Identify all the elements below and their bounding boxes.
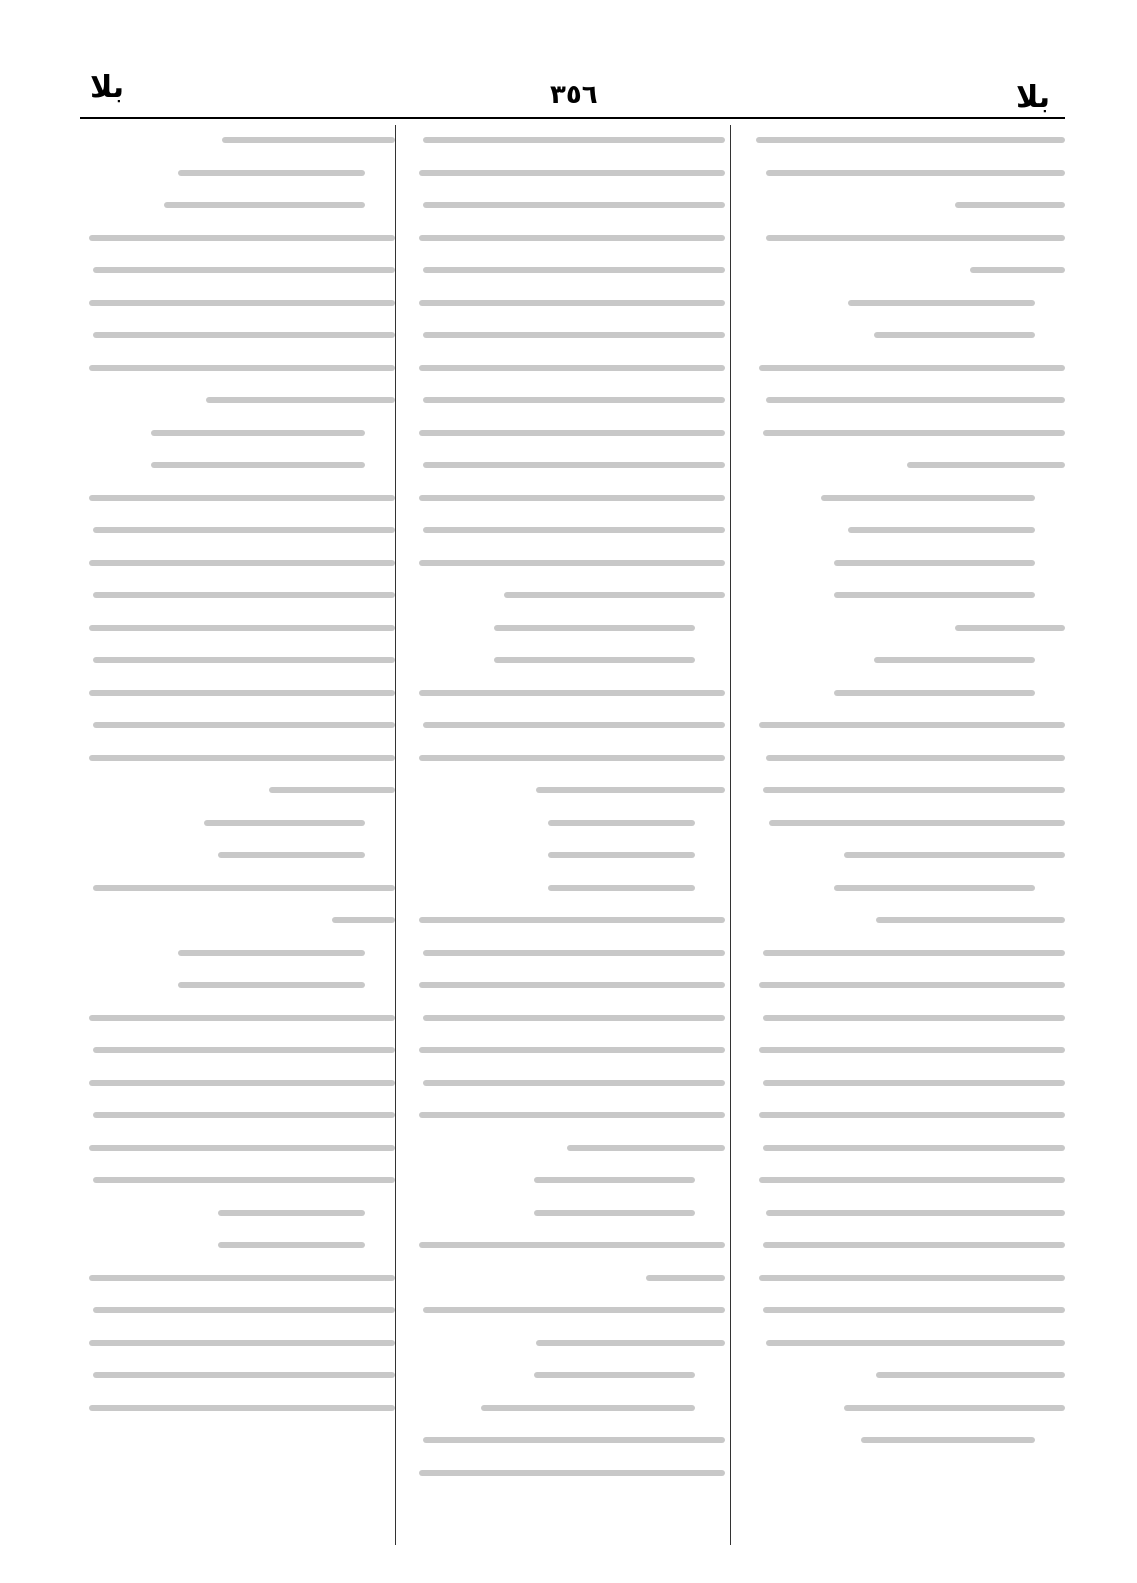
- text-line: [410, 1263, 725, 1293]
- column-divider: [395, 125, 396, 1545]
- text-placeholder: [494, 657, 695, 663]
- text-placeholder: [93, 1177, 395, 1183]
- text-placeholder: [89, 560, 395, 566]
- text-placeholder: [834, 560, 1035, 566]
- text-placeholder: [423, 1080, 725, 1086]
- text-placeholder: [766, 397, 1065, 403]
- text-line: [410, 678, 725, 708]
- text-placeholder: [222, 137, 395, 143]
- text-line: [80, 1328, 395, 1358]
- text-line: [750, 190, 1065, 220]
- text-placeholder: [423, 397, 725, 403]
- text-placeholder: [89, 1340, 395, 1346]
- text-placeholder: [93, 1112, 395, 1118]
- verse-line: [410, 1198, 725, 1228]
- text-line: [410, 515, 725, 545]
- text-line: [750, 905, 1065, 935]
- text-line: [80, 483, 395, 513]
- text-line: [80, 353, 395, 383]
- text-line: [750, 1360, 1065, 1390]
- column-middle: [410, 125, 725, 1545]
- text-placeholder: [759, 1112, 1065, 1118]
- text-placeholder: [93, 527, 395, 533]
- verse-line: [410, 1360, 725, 1390]
- page-number: ٣٥٦: [550, 80, 598, 110]
- text-placeholder: [759, 982, 1065, 988]
- text-line: [80, 288, 395, 318]
- text-placeholder: [481, 1405, 695, 1411]
- text-placeholder: [419, 755, 725, 761]
- text-line: [750, 1393, 1065, 1423]
- text-placeholder: [93, 267, 395, 273]
- text-line: [410, 1003, 725, 1033]
- verse-line: [750, 515, 1065, 545]
- text-line: [80, 1035, 395, 1065]
- text-placeholder: [763, 1307, 1065, 1313]
- text-placeholder: [548, 852, 695, 858]
- text-placeholder: [534, 1210, 695, 1216]
- text-placeholder: [89, 365, 395, 371]
- text-placeholder: [93, 657, 395, 663]
- text-line: [750, 743, 1065, 773]
- text-line: [410, 1425, 725, 1455]
- verse-line: [80, 450, 395, 480]
- text-placeholder: [423, 1437, 725, 1443]
- text-placeholder: [769, 820, 1065, 826]
- text-placeholder: [419, 1047, 725, 1053]
- text-placeholder: [876, 917, 1065, 923]
- verse-line: [80, 1230, 395, 1260]
- text-placeholder: [534, 1372, 695, 1378]
- text-placeholder: [848, 300, 1035, 306]
- text-line: [750, 938, 1065, 968]
- text-placeholder: [534, 1177, 695, 1183]
- text-placeholder: [766, 170, 1065, 176]
- text-line: [750, 1003, 1065, 1033]
- text-placeholder: [89, 755, 395, 761]
- text-line: [750, 158, 1065, 188]
- text-line: [750, 970, 1065, 1000]
- text-line: [410, 418, 725, 448]
- text-line: [80, 255, 395, 285]
- text-line: [80, 385, 395, 415]
- text-placeholder: [844, 852, 1065, 858]
- text-placeholder: [419, 365, 725, 371]
- text-placeholder: [848, 527, 1035, 533]
- text-placeholder: [536, 787, 725, 793]
- text-placeholder: [93, 332, 395, 338]
- text-placeholder: [89, 1015, 395, 1021]
- text-placeholder: [874, 657, 1035, 663]
- text-placeholder: [419, 170, 725, 176]
- header-word-left: بلا: [90, 70, 125, 105]
- text-line: [750, 710, 1065, 740]
- text-placeholder: [419, 1112, 725, 1118]
- text-placeholder: [419, 495, 725, 501]
- text-placeholder: [763, 1145, 1065, 1151]
- text-placeholder: [759, 1275, 1065, 1281]
- verse-line: [750, 320, 1065, 350]
- text-placeholder: [423, 1015, 725, 1021]
- verse-line: [80, 1198, 395, 1228]
- text-placeholder: [766, 235, 1065, 241]
- text-line: [410, 320, 725, 350]
- text-line: [80, 1360, 395, 1390]
- text-line: [80, 320, 395, 350]
- text-line: [80, 1295, 395, 1325]
- text-line: [410, 905, 725, 935]
- text-placeholder: [763, 1080, 1065, 1086]
- text-line: [410, 255, 725, 285]
- verse-line: [750, 548, 1065, 578]
- verse-line: [80, 808, 395, 838]
- text-line: [80, 1263, 395, 1293]
- text-line: [80, 125, 395, 155]
- verse-line: [410, 808, 725, 838]
- text-line: [80, 1393, 395, 1423]
- text-line: [410, 483, 725, 513]
- text-line: [80, 1003, 395, 1033]
- text-placeholder: [763, 787, 1065, 793]
- text-line: [750, 1100, 1065, 1130]
- text-placeholder: [567, 1145, 725, 1151]
- text-line: [80, 743, 395, 773]
- text-placeholder: [151, 462, 365, 468]
- text-line: [80, 580, 395, 610]
- text-line: [410, 1458, 725, 1488]
- text-line: [80, 1133, 395, 1163]
- text-line: [80, 515, 395, 545]
- text-placeholder: [423, 722, 725, 728]
- text-placeholder: [89, 495, 395, 501]
- text-placeholder: [332, 917, 395, 923]
- text-line: [750, 1165, 1065, 1195]
- text-placeholder: [766, 1340, 1065, 1346]
- text-line: [410, 1328, 725, 1358]
- text-line: [410, 1100, 725, 1130]
- text-placeholder: [763, 1242, 1065, 1248]
- text-line: [410, 710, 725, 740]
- text-placeholder: [494, 625, 695, 631]
- text-line: [80, 1100, 395, 1130]
- text-line: [80, 710, 395, 740]
- text-placeholder: [759, 1047, 1065, 1053]
- text-placeholder: [834, 690, 1035, 696]
- text-placeholder: [93, 1047, 395, 1053]
- text-line: [410, 743, 725, 773]
- text-placeholder: [93, 722, 395, 728]
- text-line: [410, 775, 725, 805]
- verse-line: [410, 1393, 725, 1423]
- header-rule: [80, 117, 1065, 119]
- text-placeholder: [423, 332, 725, 338]
- verse-line: [750, 645, 1065, 675]
- text-line: [410, 1295, 725, 1325]
- verse-line: [410, 613, 725, 643]
- text-line: [750, 1295, 1065, 1325]
- text-line: [750, 1068, 1065, 1098]
- text-placeholder: [834, 592, 1035, 598]
- text-placeholder: [423, 137, 725, 143]
- text-placeholder: [204, 820, 365, 826]
- text-placeholder: [907, 462, 1065, 468]
- column-divider: [730, 125, 731, 1545]
- text-placeholder: [419, 690, 725, 696]
- text-placeholder: [419, 235, 725, 241]
- text-placeholder: [423, 267, 725, 273]
- verse-line: [410, 1165, 725, 1195]
- text-line: [80, 223, 395, 253]
- text-line: [750, 1263, 1065, 1293]
- text-placeholder: [759, 722, 1065, 728]
- text-placeholder: [419, 917, 725, 923]
- text-line: [410, 223, 725, 253]
- text-placeholder: [89, 1080, 395, 1086]
- text-line: [80, 873, 395, 903]
- text-line: [410, 580, 725, 610]
- text-line: [410, 450, 725, 480]
- text-line: [750, 255, 1065, 285]
- text-placeholder: [419, 560, 725, 566]
- text-placeholder: [89, 1405, 395, 1411]
- text-placeholder: [151, 430, 365, 436]
- text-line: [750, 1035, 1065, 1065]
- verse-line: [80, 190, 395, 220]
- page-header: [80, 60, 1070, 120]
- verse-line: [410, 873, 725, 903]
- verse-line: [80, 840, 395, 870]
- text-placeholder: [93, 885, 395, 891]
- text-placeholder: [536, 1340, 725, 1346]
- text-line: [80, 678, 395, 708]
- text-placeholder: [89, 1275, 395, 1281]
- text-line: [80, 1068, 395, 1098]
- text-line: [80, 775, 395, 805]
- verse-line: [80, 158, 395, 188]
- text-line: [410, 125, 725, 155]
- text-line: [410, 970, 725, 1000]
- text-line: [750, 1328, 1065, 1358]
- text-placeholder: [646, 1275, 725, 1281]
- text-line: [410, 385, 725, 415]
- text-line: [750, 840, 1065, 870]
- text-line: [410, 1068, 725, 1098]
- text-line: [750, 125, 1065, 155]
- text-line: [410, 1133, 725, 1163]
- text-line: [410, 288, 725, 318]
- text-placeholder: [423, 527, 725, 533]
- text-placeholder: [955, 625, 1065, 631]
- text-placeholder: [874, 332, 1035, 338]
- text-placeholder: [93, 1307, 395, 1313]
- text-line: [750, 223, 1065, 253]
- text-line: [410, 938, 725, 968]
- text-placeholder: [548, 820, 695, 826]
- text-placeholder: [164, 202, 365, 208]
- text-placeholder: [218, 852, 365, 858]
- text-line: [410, 158, 725, 188]
- text-placeholder: [93, 592, 395, 598]
- text-line: [80, 905, 395, 935]
- text-line: [80, 1165, 395, 1195]
- text-placeholder: [178, 170, 365, 176]
- text-placeholder: [419, 1470, 725, 1476]
- text-placeholder: [178, 950, 365, 956]
- text-placeholder: [423, 462, 725, 468]
- text-line: [750, 353, 1065, 383]
- text-placeholder: [955, 202, 1065, 208]
- text-placeholder: [419, 430, 725, 436]
- text-placeholder: [763, 1015, 1065, 1021]
- text-line: [410, 1035, 725, 1065]
- text-placeholder: [766, 755, 1065, 761]
- text-placeholder: [821, 495, 1035, 501]
- text-placeholder: [763, 950, 1065, 956]
- text-line: [410, 190, 725, 220]
- verse-line: [750, 483, 1065, 513]
- text-placeholder: [766, 1210, 1065, 1216]
- text-placeholder: [970, 267, 1065, 273]
- text-placeholder: [763, 430, 1065, 436]
- text-placeholder: [89, 1145, 395, 1151]
- verse-line: [80, 938, 395, 968]
- column-right: [750, 125, 1065, 1545]
- text-line: [80, 613, 395, 643]
- text-placeholder: [759, 365, 1065, 371]
- column-left: [80, 125, 395, 1545]
- verse-line: [750, 678, 1065, 708]
- text-placeholder: [423, 202, 725, 208]
- text-placeholder: [423, 950, 725, 956]
- text-line: [750, 775, 1065, 805]
- verse-line: [750, 288, 1065, 318]
- text-placeholder: [89, 300, 395, 306]
- text-line: [750, 808, 1065, 838]
- text-placeholder: [89, 235, 395, 241]
- verse-line: [410, 645, 725, 675]
- text-line: [80, 548, 395, 578]
- text-placeholder: [756, 137, 1065, 143]
- text-placeholder: [861, 1437, 1035, 1443]
- text-line: [750, 1230, 1065, 1260]
- text-placeholder: [419, 300, 725, 306]
- text-line: [750, 418, 1065, 448]
- text-placeholder: [218, 1210, 365, 1216]
- verse-line: [750, 873, 1065, 903]
- header-word-right: بلا: [1015, 80, 1050, 115]
- text-placeholder: [206, 397, 395, 403]
- text-placeholder: [218, 1242, 365, 1248]
- text-placeholder: [759, 1177, 1065, 1183]
- verse-line: [80, 418, 395, 448]
- text-line: [410, 1230, 725, 1260]
- verse-line: [410, 840, 725, 870]
- text-line: [750, 1133, 1065, 1163]
- text-placeholder: [876, 1372, 1065, 1378]
- text-line: [410, 353, 725, 383]
- text-placeholder: [419, 982, 725, 988]
- text-placeholder: [844, 1405, 1065, 1411]
- text-line: [750, 385, 1065, 415]
- text-placeholder: [548, 885, 695, 891]
- verse-line: [750, 1425, 1065, 1455]
- text-line: [750, 450, 1065, 480]
- text-line: [750, 613, 1065, 643]
- text-placeholder: [423, 1307, 725, 1313]
- text-placeholder: [89, 625, 395, 631]
- text-line: [410, 548, 725, 578]
- text-placeholder: [269, 787, 395, 793]
- text-placeholder: [834, 885, 1035, 891]
- verse-line: [750, 580, 1065, 610]
- text-line: [80, 645, 395, 675]
- verse-line: [80, 970, 395, 1000]
- text-line: [750, 1198, 1065, 1228]
- text-placeholder: [504, 592, 725, 598]
- text-placeholder: [89, 690, 395, 696]
- text-placeholder: [93, 1372, 395, 1378]
- text-placeholder: [419, 1242, 725, 1248]
- text-placeholder: [178, 982, 365, 988]
